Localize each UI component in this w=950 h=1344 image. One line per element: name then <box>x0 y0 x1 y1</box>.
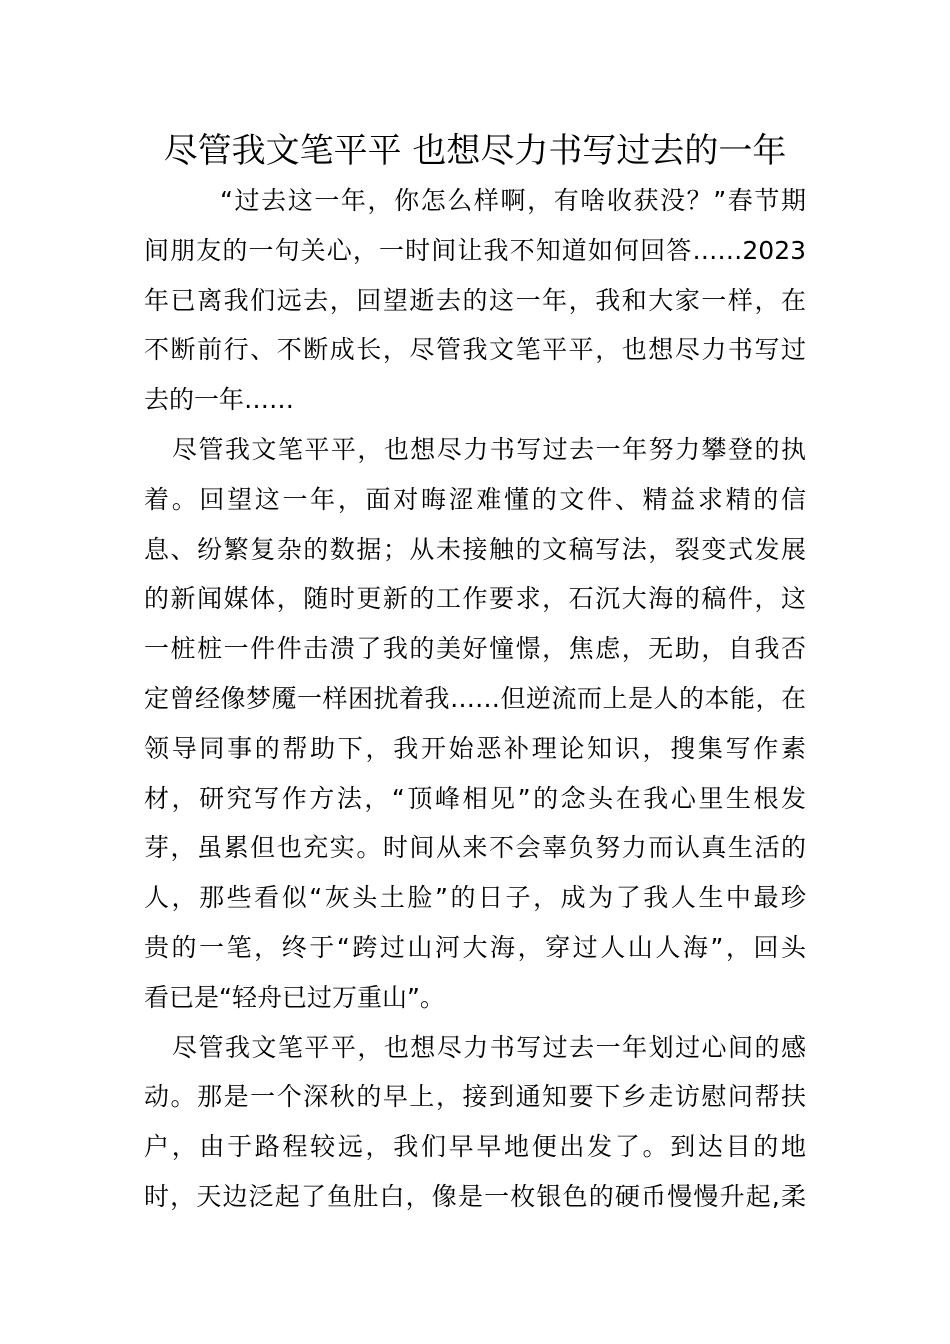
paragraph-2-line-4: 的新闻媒体，随时更新的工作要求，石沉大海的稿件，这 <box>144 584 806 614</box>
paragraph-2-line-3: 息、纷繁复杂的数据；从未接触的文稿写法，裂变式发展 <box>144 534 806 564</box>
paragraph-1-line-2: 间朋友的一句关心，一时间让我不知道如何回答……2023 <box>144 235 806 265</box>
paragraph-2-line-1: 尽管我文笔平平，也想尽力书写过去一年努力攀登的执 <box>172 434 806 464</box>
document-body <box>144 176 806 1222</box>
paragraph-3-line-3: 户，由于路程较远，我们早早地便出发了。到达目的地 <box>144 1132 806 1162</box>
paragraph-2-line-10: 人，那些看似“灰头土脸”的日子，成为了我人生中最珍 <box>144 883 806 913</box>
paragraph-2-line-7: 领导同事的帮助下，我开始恶补理论知识，搜集写作素 <box>144 733 806 763</box>
paragraph-3-line-2: 动。那是一个深秋的早上，接到通知要下乡走访慰问帮扶 <box>144 1082 806 1112</box>
paragraph-3-line-1: 尽管我文笔平平，也想尽力书写过去一年划过心间的感 <box>172 1032 806 1062</box>
paragraph-2-line-6: 定曾经像梦魇一样困扰着我……但逆流而上是人的本能，在 <box>144 683 806 713</box>
paragraph-1-line-1: “过去这一年，你怎么样啊，有啥收获没？”春节期 <box>220 186 806 215</box>
document-title: 尽管我文笔平平 也想尽力书写过去的一年 <box>163 131 787 171</box>
paragraph-2-line-9: 芽，虽累但也充实。时间从来不会辜负努力而认真生活的 <box>144 833 806 863</box>
paragraph-2-line-11: 贵的一笔，终于“跨过山河大海，穿过人山人海”，回头 <box>144 932 806 962</box>
paragraph-1-line-4: 不断前行、不断成长，尽管我文笔平平，也想尽力书写过 <box>144 335 806 365</box>
paragraph-2-line-12: 看已是“轻舟已过万重山”。 <box>144 982 445 1012</box>
paragraph-1-line-3: 年已离我们远去，回望逝去的这一年，我和大家一样，在 <box>144 285 806 315</box>
paragraph-2-line-8: 材，研究写作方法，“顶峰相见”的念头在我心里生根发 <box>144 783 806 813</box>
paragraph-1-line-5: 去的一年…… <box>144 385 295 415</box>
paragraph-2-line-2: 着。回望这一年，面对晦涩难懂的文件、精益求精的信 <box>144 484 806 514</box>
paragraph-3-line-4: 时，天边泛起了鱼肚白，像是一枚银色的硬币慢慢升起,柔 <box>144 1181 806 1211</box>
paragraph-2-line-5: 一桩桩一件件击溃了我的美好憧憬，焦虑，无助，自我否 <box>144 634 806 664</box>
